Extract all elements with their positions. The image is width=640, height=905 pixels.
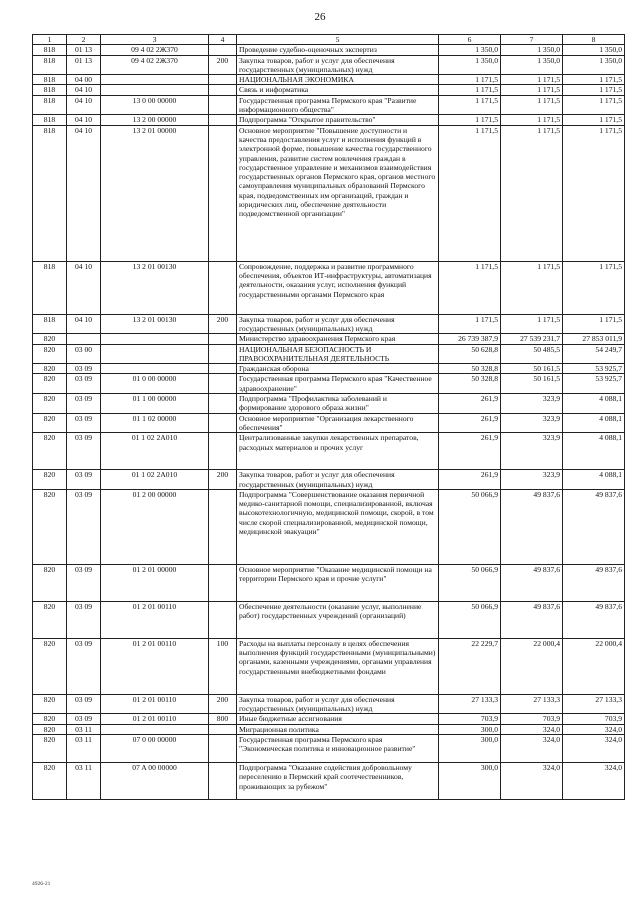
cell-amount-year1: 1 350,0 [439, 45, 501, 55]
cell-amount-year1: 1 171,5 [439, 85, 501, 95]
cell-amount-year2: 22 000,4 [501, 638, 563, 694]
cell-target-item [101, 724, 209, 734]
cell-amount-year1: 300,0 [439, 724, 501, 734]
cell-section: 03 09 [67, 638, 101, 694]
table-row [33, 601, 625, 638]
header-cell: 2 [67, 35, 101, 45]
cell-target-item: 01 2 01 00000 [101, 564, 209, 601]
cell-section: 03 09 [67, 374, 101, 394]
header-cell: 5 [237, 35, 439, 45]
cell-target-item: 13 2 01 00000 [101, 125, 209, 261]
cell-amount-year3: 324,0 [563, 763, 625, 800]
cell-description: Государственная программа Пермского края "Экономическая политика и инновационное развитие" [237, 735, 439, 763]
cell-description: Иные бюджетные ассигнования [237, 714, 439, 724]
table-row [33, 394, 625, 414]
cell-section: 04 10 [67, 115, 101, 125]
cell-grbs: 818 [33, 261, 67, 314]
cell-target-item: 01 1 02 00000 [101, 413, 209, 433]
header-cell: 6 [439, 35, 501, 45]
cell-description: Проведение судебно-оценочных экспертиз [237, 45, 439, 55]
cell-target-item: 13 2 01 00130 [101, 314, 209, 334]
cell-amount-year2: 50 161,5 [501, 364, 563, 374]
cell-expense-type [209, 564, 237, 601]
cell-section: 03 09 [67, 601, 101, 638]
cell-expense-type [209, 374, 237, 394]
cell-amount-year2: 1 171,5 [501, 95, 563, 115]
cell-amount-year3: 1 350,0 [563, 55, 625, 75]
cell-amount-year2: 1 350,0 [501, 55, 563, 75]
table-row [33, 55, 625, 75]
cell-amount-year2: 324,0 [501, 763, 563, 800]
cell-grbs: 820 [33, 714, 67, 724]
cell-grbs: 818 [33, 55, 67, 75]
cell-amount-year2: 323,9 [501, 394, 563, 414]
cell-target-item: 09 4 02 2Ж370 [101, 45, 209, 55]
cell-amount-year3: 53 925,7 [563, 374, 625, 394]
cell-amount-year1: 1 171,5 [439, 95, 501, 115]
table-row [33, 564, 625, 601]
header-cell: 8 [563, 35, 625, 45]
cell-expense-type [209, 125, 237, 261]
cell-target-item: 09 4 02 2Ж370 [101, 55, 209, 75]
table-row [33, 763, 625, 800]
table-row [33, 413, 625, 433]
table-row [33, 694, 625, 714]
cell-amount-year2: 323,9 [501, 413, 563, 433]
table-row [33, 95, 625, 115]
cell-section: 03 09 [67, 564, 101, 601]
cell-amount-year1: 27 133,3 [439, 694, 501, 714]
cell-expense-type: 200 [209, 470, 237, 490]
cell-section: 03 09 [67, 470, 101, 490]
budget-table [32, 34, 625, 800]
cell-expense-type: 200 [209, 314, 237, 334]
header-cell: 3 [101, 35, 209, 45]
cell-description: Закупка товаров, работ и услуг для обеспечения государственных (муниципальных) нужд [237, 55, 439, 75]
cell-description: Закупка товаров, работ и услуг для обеспечения государственных (муниципальных) нужд [237, 470, 439, 490]
cell-expense-type [209, 489, 237, 564]
cell-amount-year2: 703,9 [501, 714, 563, 724]
table-row [33, 638, 625, 694]
cell-section: 04 10 [67, 85, 101, 95]
table-row [33, 314, 625, 334]
cell-section: 03 11 [67, 763, 101, 800]
cell-grbs: 818 [33, 45, 67, 55]
cell-amount-year1: 703,9 [439, 714, 501, 724]
cell-amount-year3: 54 249,7 [563, 344, 625, 364]
page-number: 26 [314, 11, 326, 23]
cell-amount-year3: 1 171,5 [563, 314, 625, 334]
table-row [33, 433, 625, 470]
cell-amount-year2: 323,9 [501, 470, 563, 490]
table-row [33, 374, 625, 394]
table-row [33, 714, 625, 724]
header-cell: 4 [209, 35, 237, 45]
table-row [33, 75, 625, 85]
cell-amount-year3: 703,9 [563, 714, 625, 724]
cell-section: 03 09 [67, 394, 101, 414]
cell-description: Расходы на выплаты персоналу в целях обеспечения выполнения функций государственными (муниципальными) органами, казенными учреждениями, органами управления государственными внебюджетными фондами [237, 638, 439, 694]
cell-grbs: 820 [33, 763, 67, 800]
cell-grbs: 818 [33, 314, 67, 334]
cell-amount-year1: 261,9 [439, 470, 501, 490]
cell-expense-type: 100 [209, 638, 237, 694]
cell-description: Министерство здравоохранения Пермского края [237, 334, 439, 344]
cell-grbs: 818 [33, 95, 67, 115]
header-cell: 1 [33, 35, 67, 45]
cell-target-item: 01 2 01 00110 [101, 714, 209, 724]
cell-amount-year2: 324,0 [501, 735, 563, 763]
table-row [33, 125, 625, 261]
cell-expense-type [209, 601, 237, 638]
cell-description: Миграционная политика [237, 724, 439, 734]
cell-amount-year2: 27 539 231,7 [501, 334, 563, 344]
cell-grbs: 820 [33, 489, 67, 564]
header-row [33, 35, 625, 45]
cell-amount-year1: 50 328,8 [439, 374, 501, 394]
cell-section: 04 10 [67, 261, 101, 314]
cell-grbs: 820 [33, 364, 67, 374]
cell-amount-year2: 49 837,6 [501, 601, 563, 638]
cell-amount-year1: 1 171,5 [439, 261, 501, 314]
cell-amount-year1: 1 171,5 [439, 314, 501, 334]
cell-section: 04 10 [67, 125, 101, 261]
cell-description: Гражданская оборона [237, 364, 439, 374]
cell-expense-type [209, 364, 237, 374]
cell-target-item [101, 75, 209, 85]
cell-section: 01 13 [67, 55, 101, 75]
cell-amount-year3: 22 000,4 [563, 638, 625, 694]
cell-target-item: 01 2 01 00110 [101, 694, 209, 714]
cell-section: 03 09 [67, 433, 101, 470]
cell-target-item: 01 0 00 00000 [101, 374, 209, 394]
cell-description: НАЦИОНАЛЬНАЯ ЭКОНОМИКА [237, 75, 439, 85]
cell-target-item: 07 0 00 00000 [101, 735, 209, 763]
table-row [33, 724, 625, 734]
cell-section: 03 09 [67, 694, 101, 714]
cell-amount-year3: 1 171,5 [563, 125, 625, 261]
cell-target-item [101, 364, 209, 374]
cell-amount-year3: 1 171,5 [563, 75, 625, 85]
cell-amount-year1: 261,9 [439, 394, 501, 414]
cell-amount-year2: 1 171,5 [501, 261, 563, 314]
cell-target-item: 01 1 02 2A010 [101, 470, 209, 490]
cell-expense-type [209, 75, 237, 85]
cell-grbs: 820 [33, 413, 67, 433]
table-row [33, 364, 625, 374]
cell-amount-year1: 1 171,5 [439, 115, 501, 125]
cell-grbs: 820 [33, 638, 67, 694]
cell-expense-type [209, 433, 237, 470]
cell-amount-year1: 1 171,5 [439, 125, 501, 261]
cell-grbs: 818 [33, 75, 67, 85]
cell-amount-year3: 27 853 011,9 [563, 334, 625, 344]
cell-amount-year2: 49 837,6 [501, 489, 563, 564]
cell-amount-year1: 26 739 387,9 [439, 334, 501, 344]
cell-amount-year2: 1 171,5 [501, 115, 563, 125]
cell-expense-type [209, 261, 237, 314]
table-row [33, 489, 625, 564]
cell-amount-year3: 1 171,5 [563, 115, 625, 125]
cell-amount-year2: 1 171,5 [501, 85, 563, 95]
cell-section [67, 334, 101, 344]
cell-target-item [101, 334, 209, 344]
cell-amount-year3: 49 837,6 [563, 564, 625, 601]
cell-amount-year1: 261,9 [439, 433, 501, 470]
cell-expense-type: 200 [209, 55, 237, 75]
cell-amount-year2: 1 171,5 [501, 125, 563, 261]
cell-expense-type [209, 334, 237, 344]
cell-description: Подпрограмма "Совершенствование оказания первичной медико-санитарной помощи, специализированной, включая высокотехнологичную, медицинской помощи, скорой, в том числе скорой специализированной, медицинской помощи, медицинской эвакуации" [237, 489, 439, 564]
cell-grbs: 820 [33, 724, 67, 734]
cell-amount-year1: 300,0 [439, 735, 501, 763]
cell-description: Подпрограмма "Оказание содействия добровольному переселению в Пермский край соотечественников, проживающих за рубежом" [237, 763, 439, 800]
cell-amount-year1: 50 628,8 [439, 344, 501, 364]
cell-amount-year2: 1 350,0 [501, 45, 563, 55]
cell-amount-year2: 50 161,5 [501, 374, 563, 394]
footer-code: 4926-21 [32, 881, 51, 887]
cell-target-item: 13 0 00 00000 [101, 95, 209, 115]
cell-amount-year3: 1 350,0 [563, 45, 625, 55]
cell-expense-type [209, 45, 237, 55]
cell-grbs: 818 [33, 115, 67, 125]
cell-amount-year3: 49 837,6 [563, 489, 625, 564]
cell-expense-type: 800 [209, 714, 237, 724]
cell-description: Сопровождение, поддержка и развитие программного обеспечения, объектов ИТ-инфраструктуры, автоматизация деятельности, оказания услуг, исполнения функций государственными органами Пермского края [237, 261, 439, 314]
cell-amount-year2: 324,0 [501, 724, 563, 734]
cell-section: 03 11 [67, 735, 101, 763]
cell-description: НАЦИОНАЛЬНАЯ БЕЗОПАСНОСТЬ И ПРАВООХРАНИТЕЛЬНАЯ ДЕЯТЕЛЬНОСТЬ [237, 344, 439, 364]
cell-description: Подпрограмма "Профилактика заболеваний и формирование здорового образа жизни" [237, 394, 439, 414]
cell-section: 04 10 [67, 314, 101, 334]
cell-amount-year3: 4 088,1 [563, 433, 625, 470]
cell-amount-year1: 1 171,5 [439, 75, 501, 85]
cell-expense-type [209, 85, 237, 95]
cell-description: Закупка товаров, работ и услуг для обеспечения государственных (муниципальных) нужд [237, 314, 439, 334]
cell-amount-year3: 324,0 [563, 735, 625, 763]
cell-target-item: 01 1 02 2A010 [101, 433, 209, 470]
cell-grbs: 820 [33, 334, 67, 344]
cell-grbs: 820 [33, 694, 67, 714]
cell-grbs: 820 [33, 394, 67, 414]
cell-amount-year3: 1 171,5 [563, 85, 625, 95]
cell-amount-year2: 323,9 [501, 433, 563, 470]
cell-amount-year2: 1 171,5 [501, 314, 563, 334]
cell-expense-type [209, 735, 237, 763]
cell-amount-year3: 324,0 [563, 724, 625, 734]
cell-section: 03 11 [67, 724, 101, 734]
cell-amount-year3: 1 171,5 [563, 95, 625, 115]
table-row [33, 470, 625, 490]
cell-amount-year1: 50 328,8 [439, 364, 501, 374]
cell-target-item [101, 85, 209, 95]
cell-target-item: 01 2 01 00110 [101, 638, 209, 694]
cell-grbs: 820 [33, 735, 67, 763]
table-row [33, 45, 625, 55]
cell-description: Основное мероприятие "Оказание медицинской помощи на территории Пермского края и прочие услуги" [237, 564, 439, 601]
cell-description: Подпрограмма "Открытое правительство" [237, 115, 439, 125]
cell-amount-year1: 50 066,9 [439, 564, 501, 601]
cell-amount-year2: 1 171,5 [501, 75, 563, 85]
table-row [33, 261, 625, 314]
cell-description: Основное мероприятие "Организация лекарственного обеспечения" [237, 413, 439, 433]
cell-amount-year3: 53 925,7 [563, 364, 625, 374]
table-row [33, 115, 625, 125]
cell-grbs: 820 [33, 564, 67, 601]
table-row [33, 85, 625, 95]
cell-target-item: 01 1 00 00000 [101, 394, 209, 414]
cell-section: 01 13 [67, 45, 101, 55]
cell-target-item: 01 2 00 00000 [101, 489, 209, 564]
cell-amount-year2: 27 133,3 [501, 694, 563, 714]
cell-amount-year1: 1 350,0 [439, 55, 501, 75]
cell-amount-year3: 4 088,1 [563, 413, 625, 433]
cell-section: 03 09 [67, 364, 101, 374]
cell-description: Государственная программа Пермского края "Качественное здравоохранение" [237, 374, 439, 394]
cell-expense-type [209, 95, 237, 115]
table-row [33, 334, 625, 344]
cell-target-item: 13 2 01 00130 [101, 261, 209, 314]
cell-expense-type [209, 763, 237, 800]
cell-section: 03 09 [67, 413, 101, 433]
cell-grbs: 820 [33, 433, 67, 470]
cell-grbs: 818 [33, 85, 67, 95]
cell-expense-type: 200 [209, 694, 237, 714]
cell-amount-year3: 49 837,6 [563, 601, 625, 638]
cell-amount-year2: 50 485,5 [501, 344, 563, 364]
cell-amount-year1: 22 229,7 [439, 638, 501, 694]
cell-expense-type [209, 413, 237, 433]
cell-section: 03 09 [67, 714, 101, 724]
cell-amount-year1: 50 066,9 [439, 489, 501, 564]
cell-grbs: 820 [33, 374, 67, 394]
cell-description: Связь и информатика [237, 85, 439, 95]
cell-description: Закупка товаров, работ и услуг для обеспечения государственных (муниципальных) нужд [237, 694, 439, 714]
cell-section: 04 00 [67, 75, 101, 85]
cell-amount-year3: 4 088,1 [563, 470, 625, 490]
cell-expense-type [209, 724, 237, 734]
cell-amount-year3: 1 171,5 [563, 261, 625, 314]
cell-grbs: 820 [33, 470, 67, 490]
table-row [33, 735, 625, 763]
cell-section: 03 00 [67, 344, 101, 364]
cell-description: Централизованные закупки лекарственных препаратов, расходных материалов и прочих услуг [237, 433, 439, 470]
header-cell: 7 [501, 35, 563, 45]
cell-section: 03 09 [67, 489, 101, 564]
table-row [33, 344, 625, 364]
cell-amount-year3: 4 088,1 [563, 394, 625, 414]
cell-expense-type [209, 115, 237, 125]
cell-target-item [101, 344, 209, 364]
cell-expense-type [209, 344, 237, 364]
cell-description: Основное мероприятие "Повышение доступности и качества предоставления услуг и исполнения функций в электронной форме, повышение качества государственного управления, развитие систем вовлечения граждан в государственное управление и механизмов взаимодействия государственных органов Пермского края, органов местного самоуправления муниципальных образований Пермского края, подведомственных им организаций, граждан и юридических лиц, обеспечение деятельности подведомственной организации" [237, 125, 439, 261]
cell-target-item: 07 A 00 00000 [101, 763, 209, 800]
cell-grbs: 818 [33, 125, 67, 261]
cell-description: Обеспечение деятельности (оказание услуг, выполнение работ) государственных учреждений (организаций) [237, 601, 439, 638]
cell-expense-type [209, 394, 237, 414]
cell-amount-year1: 300,0 [439, 763, 501, 800]
cell-target-item: 01 2 01 00110 [101, 601, 209, 638]
cell-grbs: 820 [33, 344, 67, 364]
cell-section: 04 10 [67, 95, 101, 115]
cell-description: Государственная программа Пермского края "Развитие информационного общества" [237, 95, 439, 115]
cell-amount-year1: 261,9 [439, 413, 501, 433]
cell-amount-year2: 49 837,6 [501, 564, 563, 601]
cell-amount-year1: 50 066,9 [439, 601, 501, 638]
cell-amount-year3: 27 133,3 [563, 694, 625, 714]
cell-grbs: 820 [33, 601, 67, 638]
cell-target-item: 13 2 00 00000 [101, 115, 209, 125]
